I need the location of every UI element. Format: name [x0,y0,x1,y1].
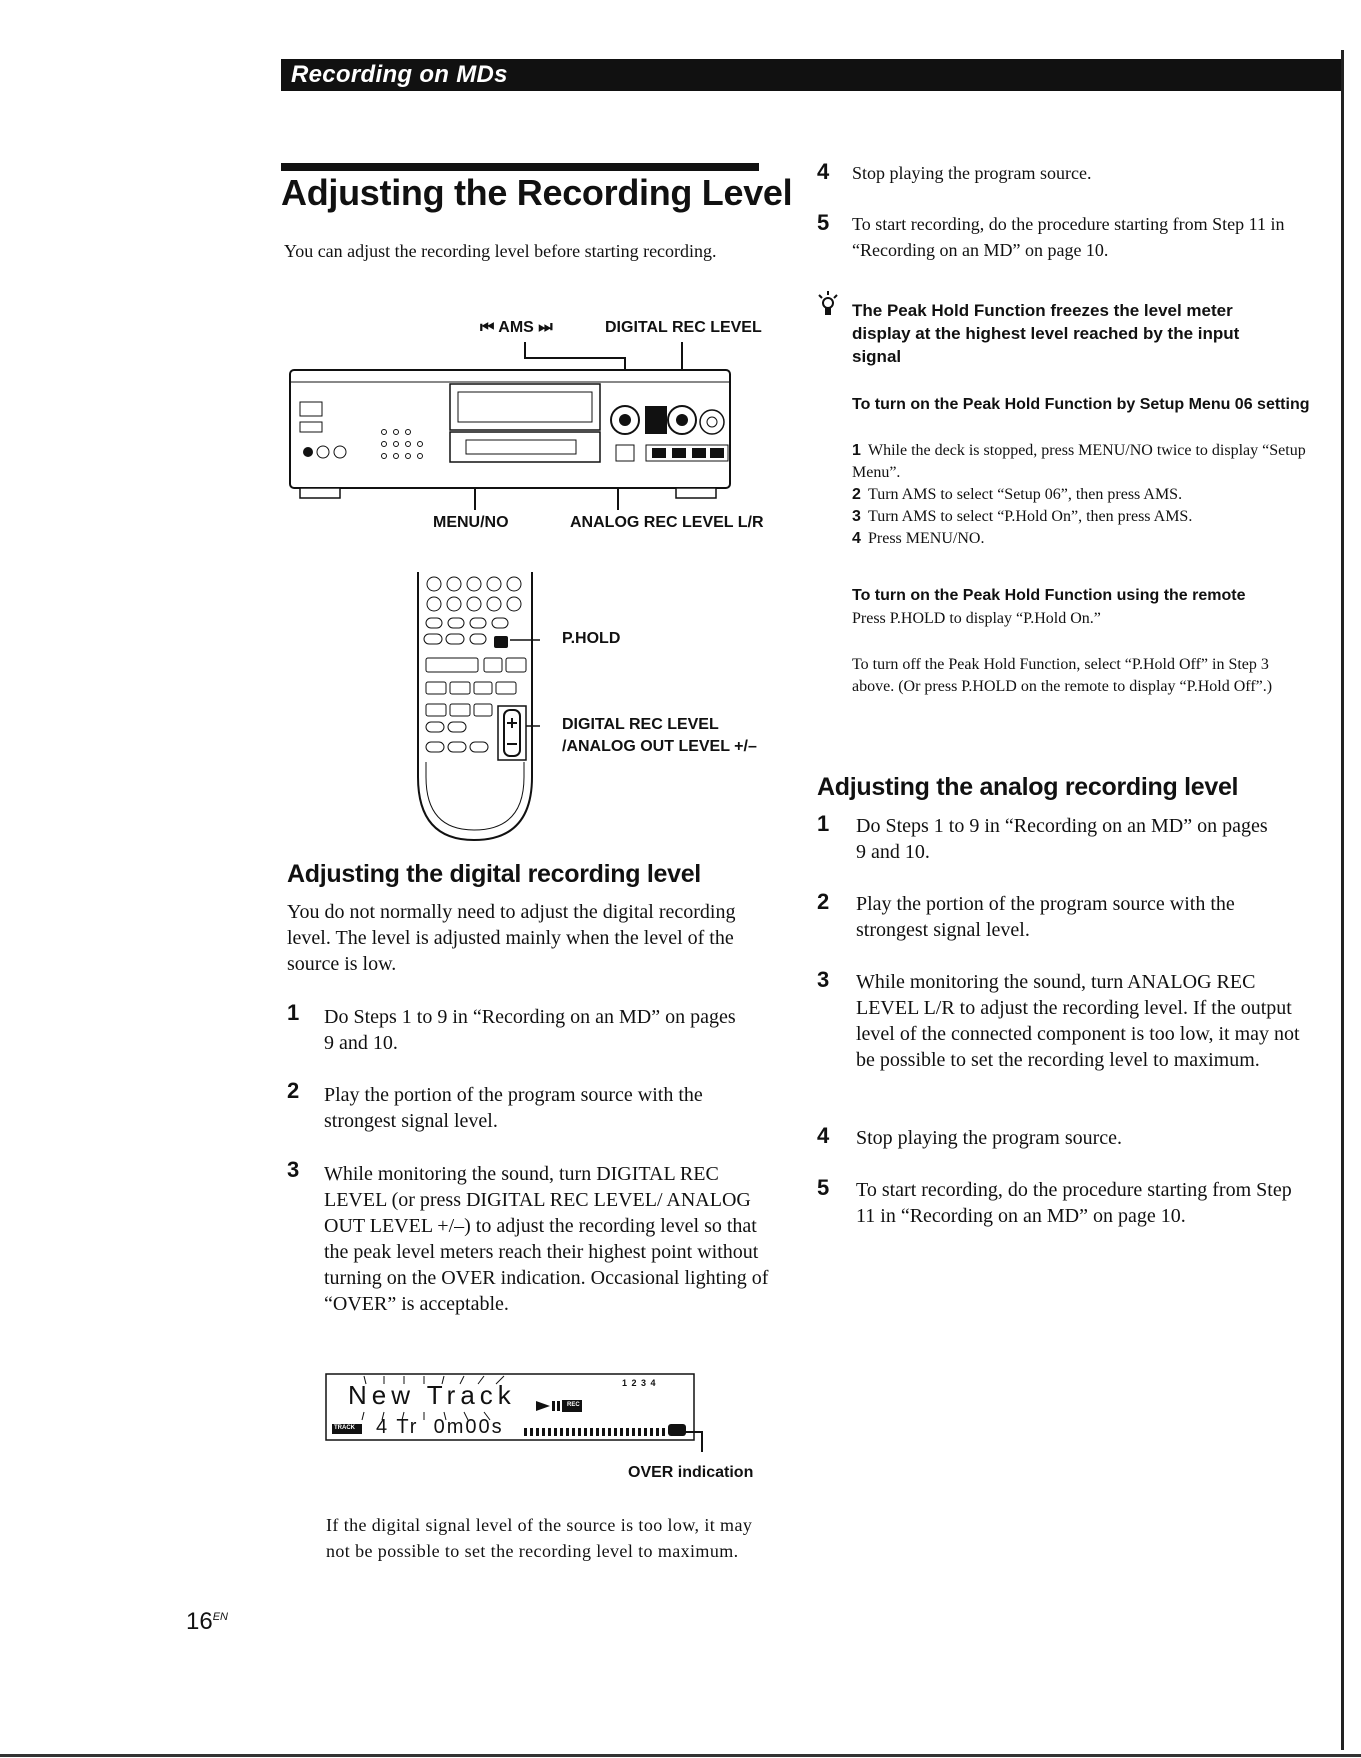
analog-step-number: 1 [817,811,830,836]
prev-icon: ⏮ [480,319,495,336]
analog-section-heading: Adjusting the analog recording level [817,773,1239,801]
analog-step-number: 4 [817,1123,830,1148]
analog-step-text: Stop playing the program source. [856,1127,1123,1149]
digital-section-intro: You do not normally need to adjust the digital recording level. The level is adjusted mainly when the level of the source is low. [287,901,736,975]
display-track-badge: TRACK [334,1425,355,1431]
tip-setup-step: 2 Turn AMS to select “Setup 06”, then press AMS. [852,486,1183,503]
tip-setup-steps [852,440,1312,550]
right-step-number: 4 [817,159,830,184]
right-margin-rule [1341,50,1344,1750]
analog-step-text: To start recording, do the procedure starting from Step 11 in “Recording on an MD” on page 10. [856,1179,1292,1227]
analog-rec-level-label: ANALOG REC LEVEL L/R [570,514,764,531]
display-main-text: New Track [348,1380,516,1410]
page-title: Adjusting the Recording Level [281,172,793,213]
digital-step-text: Do Steps 1 to 9 in “Recording on an MD” on pages 9 and 10. [324,1006,736,1054]
analog-step-text: Play the portion of the program source with the strongest signal level. [856,893,1235,941]
deck-illustration [280,300,760,540]
right-step-text: To start recording, do the procedure starting from Step 11 in “Recording on an MD” on page 10. [852,214,1285,260]
tip-lightbulb-icon [816,290,840,320]
section-header-band [281,59,1343,91]
ams-label: ⏮ AMS ⏭ [480,319,553,336]
digital-step-number: 1 [287,1000,300,1025]
remote-figure [410,572,790,842]
digital-section-heading: Adjusting the digital recording level [287,860,701,888]
tip-setup-heading: To turn on the Peak Hold Function by Setup Menu 06 setting [852,396,1310,413]
page-number: $16^{EN}$ [186,1608,228,1635]
intro-text: You can adjust the recording level before starting recording. [284,241,717,261]
bottom-margin-rule [0,1754,1361,1757]
title-rule [281,163,759,171]
analog-step-text: While monitoring the sound, turn ANALOG REC LEVEL L/R to adjust the recording level. If the output level of the connected component is too low, it may not be possible to set the recording level to maximum. [856,971,1300,1071]
digital-rec-level-label: DIGITAL REC LEVEL [605,319,762,336]
next-icon: ⏭ [538,319,553,336]
display-counter: 4 Tr 0m00s [376,1416,504,1438]
tip-remote-text: Press P.HOLD to display “P.Hold On.” [852,610,1101,627]
analog-step-number: 2 [817,889,830,914]
tip-setup-step: 3 Turn AMS to select “P.Hold On”, then press AMS. [852,508,1193,525]
tip-setup-step: 4 Press MENU/NO. [852,530,985,547]
tip-off-text: To turn off the Peak Hold Function, select “P.Hold Off” in Step 3 above. (Or press P.HOLD on the remote to display “P.Hold Off”.) [852,656,1273,695]
digital-step-number: 3 [287,1157,300,1182]
digital-step-number: 2 [287,1078,300,1103]
menu-no-label: MENU/NO [433,514,509,531]
digital-step-text: While monitoring the sound, turn DIGITAL REC LEVEL (or press DIGITAL REC LEVEL/ ANALOG OUT LEVEL +/–) to adjust the recording level so that the peak level meters reach their highest point without turning on the OVER indication. Occasional lighting of “OVER” is acceptable. [324,1163,769,1315]
analog-step-text: Do Steps 1 to 9 in “Recording on an MD” on pages 9 and 10. [856,815,1268,863]
section-title: Recording on MDs [291,61,508,88]
deck-figure [280,300,764,540]
remote-illustration [410,572,540,842]
analog-step-number: 5 [817,1175,830,1200]
display-figure [324,1372,764,1492]
right-step-text: Stop playing the program source. [852,163,1092,183]
tip-setup-step: 1 While the deck is stopped, press MENU/NO twice to display “Setup Menu”. [852,442,1306,481]
tip-remote-heading: To turn on the Peak Hold Function using the remote [852,587,1246,604]
display-track-digits: 1 2 3 4 [622,1378,657,1388]
right-step-number: 5 [817,210,830,235]
remote-analog-out-level-label: /ANALOG OUT LEVEL +/– [562,738,757,755]
analog-step-number: 3 [817,967,830,992]
tip-heading: The Peak Hold Function freezes the level meter display at the highest level reached by the input signal [852,301,1240,366]
remote-digital-rec-level-label: DIGITAL REC LEVEL [562,716,719,733]
over-indication-label: OVER indication [628,1464,754,1481]
digital-section-note: If the digital signal level of the source is too low, it may not be possible to set the recording level to maximum. [326,1515,753,1561]
display-rec-badge: REC [567,1402,580,1408]
phold-label: P.HOLD [562,630,621,647]
digital-step-text: Play the portion of the program source with the strongest signal level. [324,1084,703,1132]
